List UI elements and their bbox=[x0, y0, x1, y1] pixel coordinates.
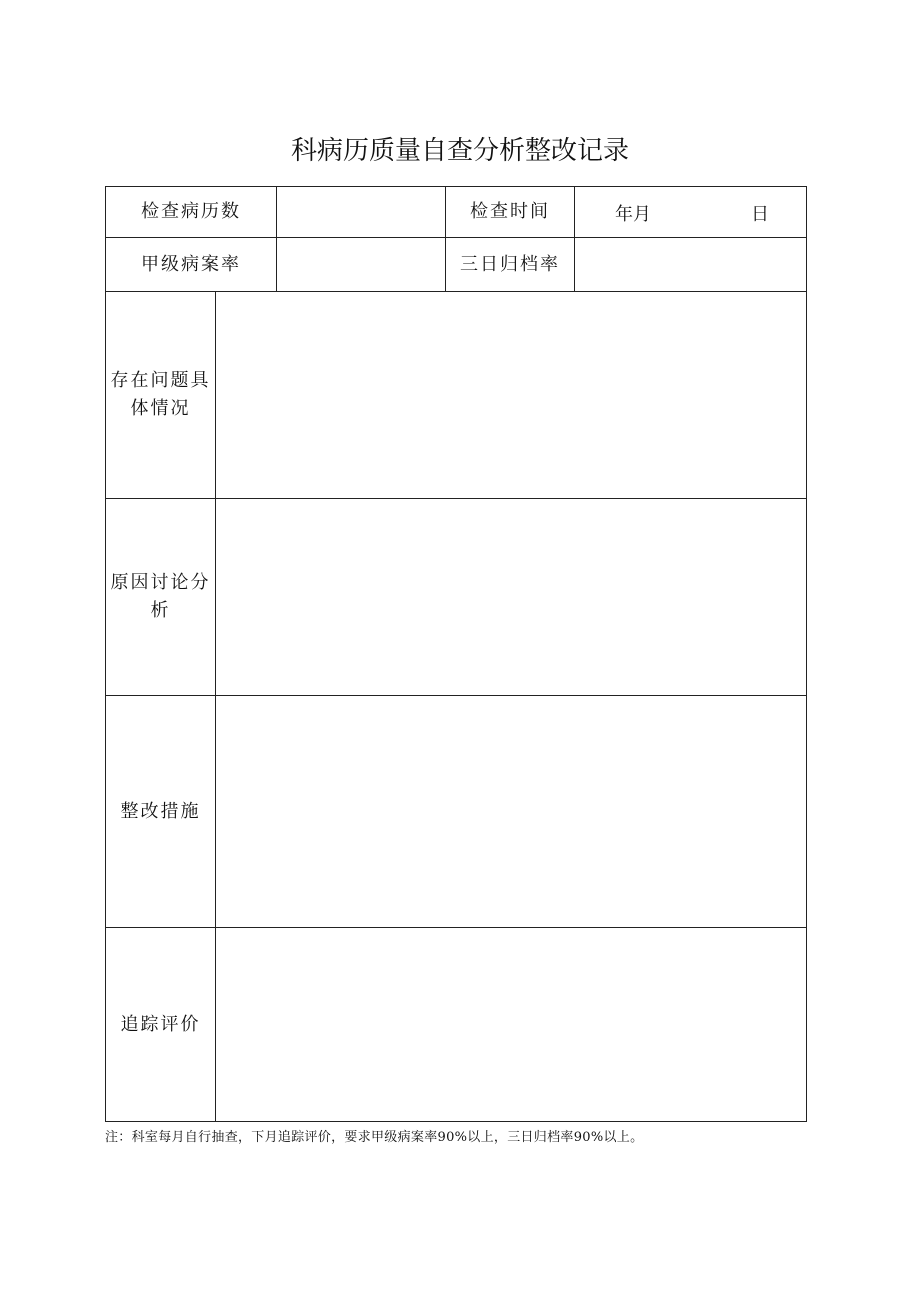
section-field-cause-analysis[interactable] bbox=[216, 499, 806, 695]
three-day-filing-label: 三日归档率 bbox=[460, 253, 560, 275]
self-check-form-table bbox=[105, 186, 807, 1122]
footnote: 注：科室每月自行抽查，下月追踪评价，要求甲级病案率90%以上，三日归档率90%以上。 bbox=[105, 1130, 644, 1145]
section-field-follow-up[interactable] bbox=[216, 928, 806, 1121]
check-time-label: 检查时间 bbox=[470, 201, 550, 223]
section-label-problems: 存在问题具体情况 bbox=[110, 370, 211, 419]
checked-records-label: 检查病历数 bbox=[141, 201, 241, 223]
check-time-field[interactable] bbox=[575, 187, 806, 237]
section-label-follow-up: 追踪评价 bbox=[120, 1013, 201, 1035]
section-field-problems[interactable] bbox=[216, 292, 806, 498]
section-label-rectification: 整改措施 bbox=[120, 800, 201, 822]
form-title: 科病历质量自查分析整改记录 bbox=[290, 136, 629, 166]
grade-a-rate-label: 甲级病案率 bbox=[141, 253, 241, 275]
section-field-rectification[interactable] bbox=[216, 696, 806, 927]
checked-records-field[interactable] bbox=[277, 187, 445, 237]
check-time-day: 日 bbox=[751, 204, 769, 225]
three-day-filing-field[interactable] bbox=[575, 238, 806, 291]
check-time-year-month: 年月 bbox=[615, 204, 651, 225]
section-label-cause-analysis: 原因讨论分析 bbox=[110, 572, 211, 621]
grade-a-rate-field[interactable] bbox=[277, 238, 445, 291]
